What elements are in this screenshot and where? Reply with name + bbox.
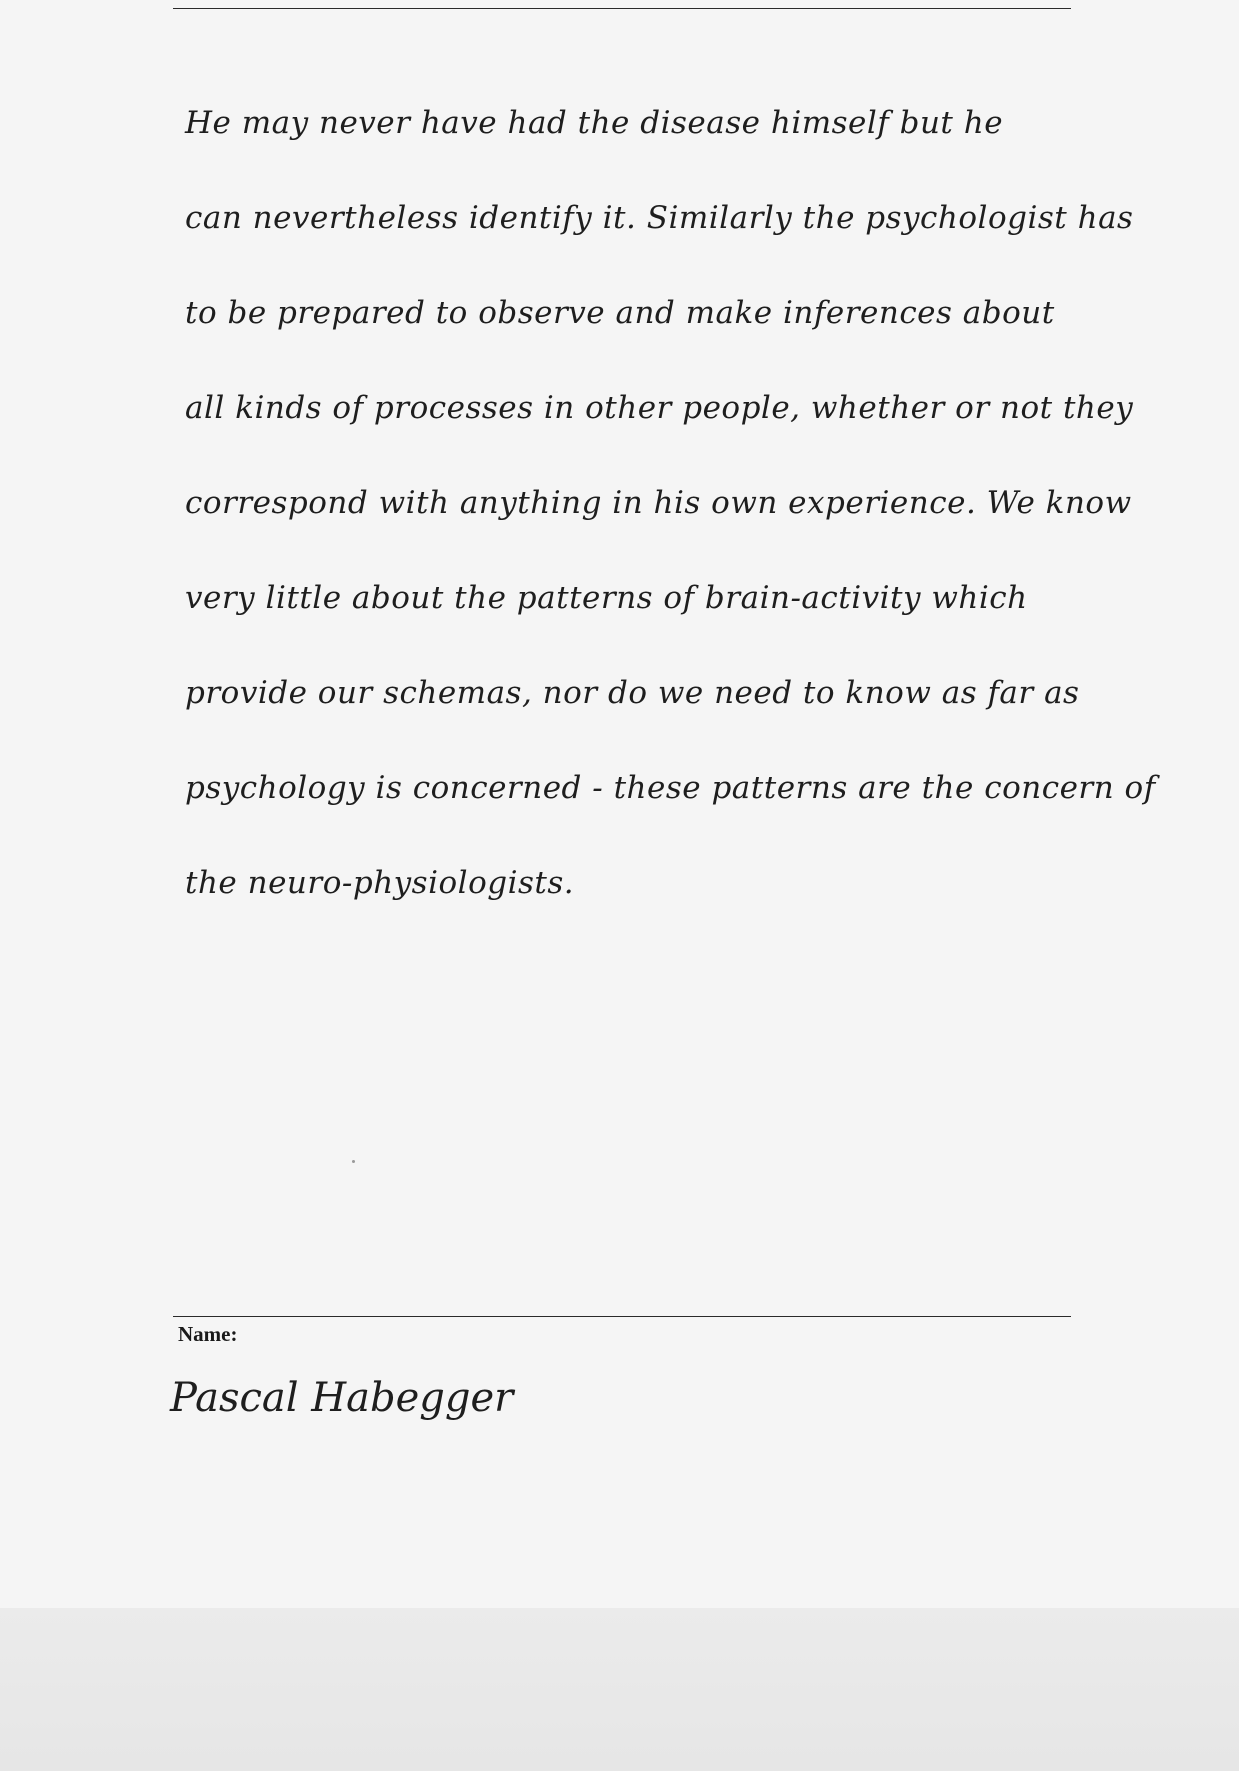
handwritten-line: correspond with anything in his own experience. We know — [185, 485, 1132, 521]
handwritten-line: He may never have had the disease himself but he — [185, 105, 1004, 141]
top-rule — [173, 8, 1071, 9]
handwritten-line: can nevertheless identify it. Similarly the psychologist has — [185, 200, 1134, 236]
name-label: Name: — [178, 1322, 238, 1346]
handwritten-line: the neuro-physiologists. — [185, 865, 575, 901]
handwritten-line: very little about the patterns of brain-activity which — [185, 580, 1028, 616]
scan-speck — [352, 1160, 355, 1163]
signature: Pascal Habegger — [170, 1375, 514, 1421]
handwritten-line: provide our schemas, nor do we need to know as far as — [185, 675, 1080, 711]
handwritten-line: all kinds of processes in other people, whether or not they — [185, 390, 1134, 426]
name-rule — [173, 1316, 1071, 1317]
handwritten-line: psychology is concerned - these patterns are the concern of — [185, 770, 1156, 806]
handwritten-text — [185, 76, 1156, 931]
handwritten-line: to be prepared to observe and make inferences about — [185, 295, 1055, 331]
scan-margin — [0, 1608, 1239, 1771]
